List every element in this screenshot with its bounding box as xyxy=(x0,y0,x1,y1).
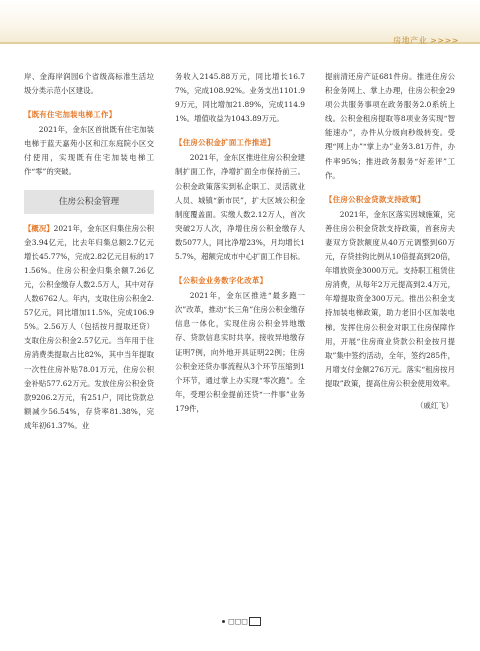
section-heading: 【住房公积金扩面工作推进】 xyxy=(175,138,275,148)
paragraph: 2021年，金东区落实因城施策，完善住房公积金贷款支持政策，首套房夫妻双方贷款额度从40万元调整到60万元，存贷挂钩比例从10倍提高到20倍，年增放资金3000万元。支持职工租赁住房消费，从每年2万元提高到2.4万元，年增提取资金300万元。推出公积金支持加装电梯政策，助力老旧小区加装电梯。发挥住房公积金对职工住房保障作用，开展“住房商业贷款公积金按月提取”集中签约活动，全年，签约285件，月增支付金额276万元。落实“租房按月提取”政策，提高住房公积金使用效率。 xyxy=(325,209,455,388)
publication-logo-icon xyxy=(249,617,261,626)
section-heading: 【住房公积金贷款支持政策】 xyxy=(325,194,425,204)
footer-dot-icon xyxy=(222,620,225,623)
section-tag: 【概况】 xyxy=(24,223,54,233)
section-heading: 【公积金业务数字化改革】 xyxy=(175,276,268,286)
section-tab: 房地产业 >>>> xyxy=(393,36,459,45)
paragraph: 2021年，金东区推进住房公积金建制扩面工作，净增扩面全市保持前三。公积金政策落实到私企职工、灵活就业人员、城镇“新市民”，扩大区域公积金制度覆盖面。实缴人数2.12万人，首次突破2万人次，净增住房公积金缴存人数5077人，同比净增23%，月均增长15.7%，超额完成市中心扩面工作目标。 xyxy=(175,153,305,262)
paragraph: 务收入2145.88万元，同比增长16.77%，完成108.92%。业务支出1101.99万元，同比增加21.89%，完成114.91%。增值收益为1043.89万元。 xyxy=(175,72,305,124)
paragraph-text: 2021年，金东区归集住房公积金3.94亿元，比去年归集总额2.7亿元增长45.77%，完成2.82亿元目标的171.56%。住房公积金归集余额7.26亿元，公积金缴存人数2.5万人，其中对存人数6762人。年内，支取住房公积金2.57亿元，同比增加11.5%，完成106.95%。2.56万人（包括按月提取还贷）支取住房公积金2.57亿元。当年用于住房消费类提取占比82%，其中当年提取一次性住房补贴78.01万元，住房公积金补贴577.62万元。发放住房公积金贷款9206.2万元，有251户，同比贷款总额减少56.54%，存贷率81.38%，完成年初61.37%。业 xyxy=(24,223,155,430)
column-3 xyxy=(325,70,455,413)
page-number: □□□ xyxy=(228,617,248,626)
column-2 xyxy=(175,70,305,416)
paragraph: 岸、金海岸润园6个省级高标准生活垃圾分类示范小区建设。 xyxy=(24,72,154,96)
page-footer xyxy=(0,617,480,626)
paragraph: 2021年，金东区首批既有住宅加装电梯于蓝天嘉苑小区和江东庭院小区交付使用，实现既有住宅加装电梯工作“零”的突破。 xyxy=(24,125,154,177)
column-1 xyxy=(24,70,154,433)
chapter-title-box: 住房公积金管理 xyxy=(24,190,154,214)
paragraph xyxy=(24,222,154,433)
author-credit: （戚红飞） xyxy=(416,400,453,410)
section-heading: 【既有住宅加装电梯工作】 xyxy=(24,110,117,120)
paragraph: 提前清还房产证681件房。推进住房公积金务网上、掌上办理，住房公积金29项公共服务事项在政务服务2.0系统上线。公积金租房提取等8项业务实现“智能速办”，办件从分级向秒级转变。受理“网上办”“掌上办”业务3.81万件，办件率95%；推进政务服务“好差评”工作。 xyxy=(325,72,455,180)
paragraph: 2021年，金东区推进“最多跑一次”改革，推动“长三角”住房公积金缴存信息一体化，实现住房公积金异地缴存、贷款信息实时共享。接收异地缴存证明7例，向外地开具证明22例；住房公积金还贷办事流程从3个环节压缩到1个环节，通过掌上办实现“零次跑”。全年，受理公积金提前还贷“一件事”业务179件， xyxy=(175,291,305,413)
